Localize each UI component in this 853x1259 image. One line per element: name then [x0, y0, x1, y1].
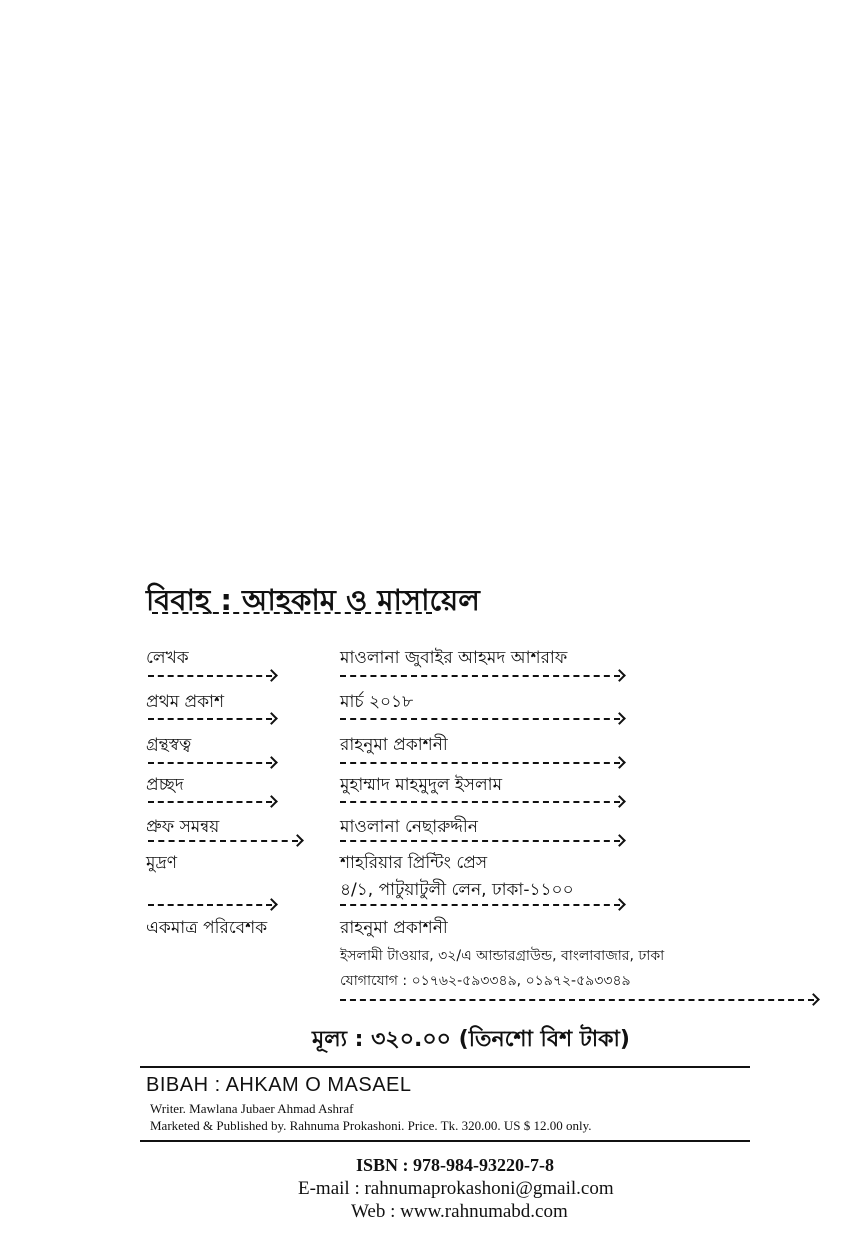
first-pub-label: প্রথম প্রকাশ — [146, 692, 225, 712]
print-label-arrow — [148, 904, 272, 906]
proof-label-arrow — [148, 840, 298, 842]
print-value: শাহরিয়ার প্রিন্টিং প্রেস — [340, 853, 488, 873]
distributor-address: ইসলামী টাওয়ার, ৩২/এ আন্ডারগ্রাউন্ড, বাংলাবাজার, ঢাকা — [340, 948, 665, 964]
print-address: ৪/১, পাটুয়াটুলী লেন, ঢাকা-১১০০ — [340, 880, 574, 900]
english-publisher: Marketed & Published by. Rahnuma Prokashoni. Price. Tk. 320.00. US $ 12.00 only. — [150, 1118, 592, 1133]
cover-value: মুহাম্মাদ মাহমুদুল ইসলাম — [340, 775, 503, 795]
first-pub-value-arrow — [340, 718, 620, 720]
website: Web : www.rahnumabd.com — [351, 1201, 568, 1222]
price: মূল্য : ৩২০.০০ (তিনশো বিশ টাকা) — [312, 1027, 630, 1052]
proof-value: মাওলানা নেছারুদ্দীন — [340, 817, 478, 837]
proof-label: প্রুফ সমন্বয় — [146, 817, 220, 837]
author-value-arrow — [340, 675, 620, 677]
print-label: মুদ্রণ — [146, 853, 178, 873]
copyright-value: রাহনুমা প্রকাশনী — [340, 735, 448, 755]
copyright-label-arrow — [148, 762, 272, 764]
first-pub-value: মার্চ ২০১৮ — [340, 692, 414, 712]
book-title: বিবাহ : আহকাম ও মাসায়েল — [146, 583, 480, 617]
author-label-arrow — [148, 675, 272, 677]
distributor-contact: যোগাযোগ : ০১৭৬২-৫৯৩৩৪৯, ০১৯৭২-৫৯৩৩৪৯ — [340, 973, 631, 989]
first-pub-label-arrow — [148, 718, 272, 720]
copyright-value-arrow — [340, 762, 620, 764]
english-rule — [140, 1140, 750, 1142]
isbn: ISBN : 978-984-93220-7-8 — [356, 1155, 554, 1175]
english-title: BIBAH : AHKAM O MASAEL — [146, 1074, 412, 1096]
cover-label: প্রচ্ছদ — [146, 775, 184, 795]
english-writer: Writer. Mawlana Jubaer Ahmad Ashraf — [150, 1101, 354, 1116]
author-label: লেখক — [146, 648, 189, 668]
copyright-label: গ্রন্থস্বত্ব — [146, 735, 192, 755]
price-rule — [140, 1066, 750, 1068]
distributor-value: রাহনুমা প্রকাশনী — [340, 918, 448, 938]
distributor-arrow — [340, 999, 814, 1001]
distributor-label: একমাত্র পরিবেশক — [146, 918, 268, 938]
email: E-mail : rahnumaprokashoni@gmail.com — [298, 1178, 614, 1199]
cover-label-arrow — [148, 801, 272, 803]
print-value-arrow — [340, 904, 620, 906]
title-underline — [152, 612, 432, 614]
proof-value-arrow — [340, 840, 620, 842]
cover-value-arrow — [340, 801, 620, 803]
author-value: মাওলানা জুবাইর আহমদ আশরাফ — [340, 648, 568, 668]
